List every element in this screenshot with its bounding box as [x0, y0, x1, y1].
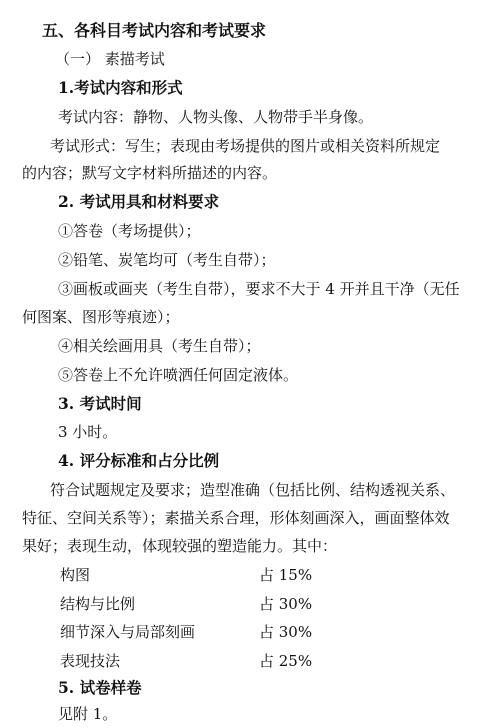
criteria-line3: 果好；表现生动，体现较强的塑造能力。其中：	[22, 537, 338, 555]
criteria-line2: 特征、空间关系等）；素描关系合理，形体刻画深入，画面整体效	[22, 509, 450, 527]
score-item-value: 占 25%	[259, 652, 313, 670]
score-item-label: 结构与比例	[60, 595, 136, 613]
material-item-4: ④相关绘画用具（考生自带）；	[58, 337, 261, 355]
part2-heading: 2. 考试用具和材料要求	[58, 192, 220, 211]
exam-content-label: 考试内容：	[58, 108, 134, 126]
part3-heading: 3. 考试时间	[58, 394, 142, 413]
score-item-value: 占 15%	[259, 566, 313, 584]
score-item-label: 细节深入与局部刻画	[60, 623, 196, 641]
material-item-5: ⑤答卷上不允许喷洒任何固定液体。	[58, 366, 299, 384]
sample-paper-reference: 见附 1。	[58, 705, 118, 723]
part1-heading: 1.考试内容和形式	[58, 78, 183, 97]
exam-content-line	[58, 107, 373, 127]
criteria-line1: 符合试题规定及要求；造型准确（包括比例、结构透视关系、	[50, 481, 456, 499]
exam-content-text: 静物、人物头像、人物带手半身像。	[133, 108, 374, 126]
material-item-1: ①答卷（考场提供）；	[58, 222, 201, 240]
score-item-value: 占 30%	[259, 595, 313, 613]
part5-heading: 5. 试卷样卷	[58, 678, 142, 697]
exam-form-line1: 考试形式：写生；表现由考场提供的图片或相关资料所规定	[50, 137, 441, 155]
material-item-3-cont: 何图案、图形等痕迹）；	[22, 308, 180, 326]
part4-heading: 4. 评分标准和占分比例	[58, 451, 220, 470]
score-item-label: 构图	[60, 566, 91, 584]
score-item-value: 占 30%	[259, 623, 313, 641]
exam-form-line2: 的内容；默写文字材料所描述的内容。	[22, 164, 278, 182]
material-item-2: ②铅笔、炭笔均可（考生自带）；	[58, 251, 276, 269]
material-item-3: ③画板或画夹（考生自带），要求不大于 4 开并且干净（无任	[58, 280, 460, 298]
section-title: 五、各科目考试内容和考试要求	[42, 21, 267, 40]
exam-duration: 3 小时。	[58, 423, 118, 441]
subsection-title: （一） 素描考试	[55, 50, 165, 68]
score-item-label: 表现技法	[60, 652, 121, 670]
